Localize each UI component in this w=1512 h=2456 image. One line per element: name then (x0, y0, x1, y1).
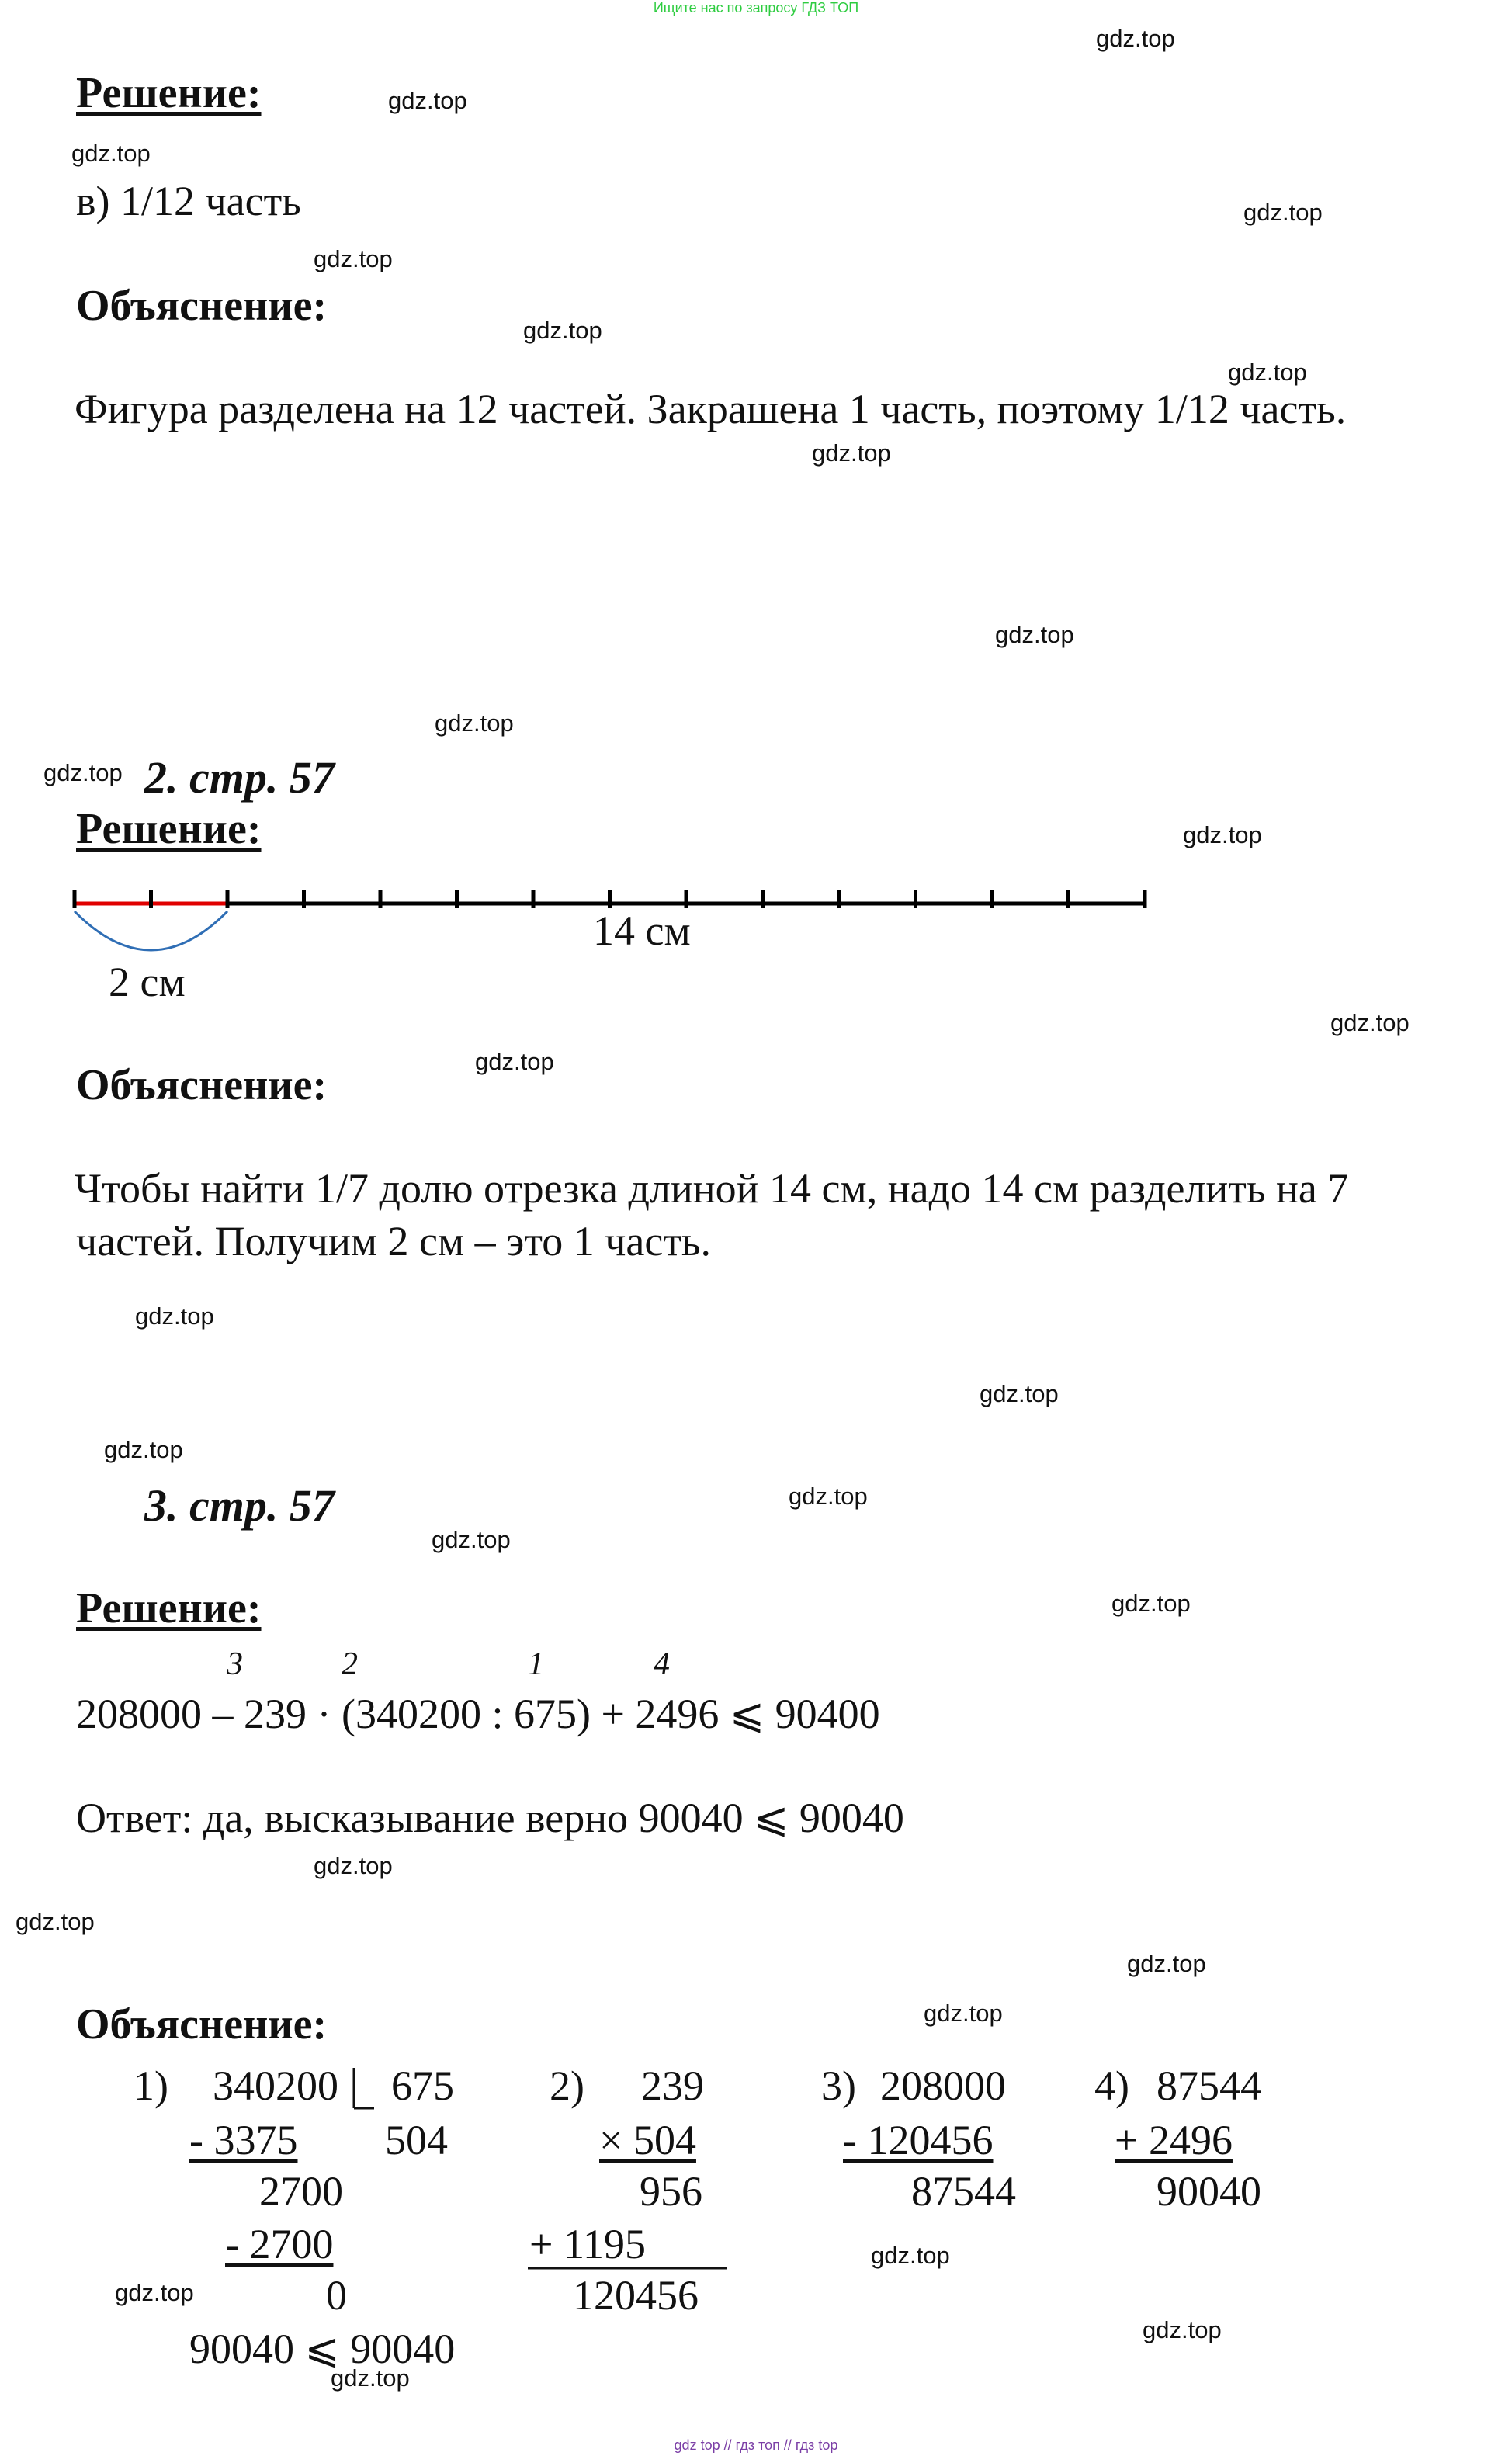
solution-heading: Решение: (76, 805, 262, 853)
watermark: gdz.top (115, 2279, 194, 2306)
watermark: gdz.top (314, 1852, 393, 1879)
partial-product: + 1195 (529, 2221, 646, 2267)
segment-part-label: 2 см (109, 959, 186, 1005)
explanation-text: Фигура разделена на 12 частей. Закрашена 1 часть, поэтому 1/12 часть. (75, 386, 1347, 432)
explanation-heading: Объяснение: (76, 1061, 328, 1109)
watermark: gdz.top (104, 1436, 183, 1463)
header-note: Ищите нас по запросу ГДЗ ТОП (653, 0, 859, 16)
dividend: 340200 (213, 2062, 338, 2109)
part-arc (75, 911, 227, 950)
product-result: 120456 (573, 2272, 699, 2319)
addend: + 2496 (1115, 2117, 1233, 2163)
solution-heading: Решение: (76, 69, 262, 117)
subtrahend: - 2700 (225, 2221, 334, 2267)
watermark: gdz.top (995, 621, 1074, 648)
watermark: gdz.top (924, 2000, 1003, 2027)
watermark: gdz.top (1330, 1009, 1410, 1036)
watermark: gdz.top (135, 1303, 214, 1330)
explanation-heading: Объяснение: (76, 282, 328, 330)
divisor: 675 (391, 2062, 454, 2109)
subtrahend: - 120456 (843, 2117, 994, 2163)
watermark: gdz.top (1243, 199, 1323, 226)
answer-text: в) 1/12 часть (76, 178, 301, 224)
calc-label: 4) (1094, 2062, 1129, 2109)
watermark: gdz.top (980, 1380, 1059, 1407)
watermark: gdz.top (871, 2242, 950, 2269)
solution-heading: Решение: (76, 1584, 262, 1632)
order-number: 3 (227, 1646, 243, 1682)
watermark: gdz.top (789, 1483, 868, 1510)
explanation-heading: Объяснение: (76, 2000, 328, 2048)
subtrahend: - 3375 (189, 2117, 298, 2163)
task-title: 3. стр. 57 (144, 1480, 335, 1531)
sum: 90040 (1157, 2168, 1261, 2215)
minuend: 208000 (880, 2062, 1006, 2109)
explanation-line: частей. Получим 2 см – это 1 часть. (76, 1218, 712, 1264)
calc-label: 3) (821, 2062, 856, 2109)
watermark: gdz.top (1111, 1590, 1191, 1617)
watermark: gdz.top (16, 1908, 95, 1935)
watermark: gdz.top (1143, 2316, 1222, 2343)
multiplier: × 504 (599, 2117, 696, 2163)
watermark: gdz.top (43, 759, 123, 786)
watermark: gdz.top (435, 709, 514, 737)
difference: 87544 (911, 2168, 1016, 2215)
footer-note: gdz top // гдз топ // гдз top (674, 2437, 838, 2453)
comparison-result: 90040 ⩽ 90040 (189, 2326, 456, 2372)
quotient: 504 (385, 2117, 448, 2163)
watermark: gdz.top (1228, 359, 1307, 386)
watermark: gdz.top (1183, 821, 1262, 848)
explanation-line: Чтобы найти 1/7 долю отрезка длиной 14 см, надо 14 см разделить на 7 (75, 1165, 1349, 1212)
calc-label: 1) (134, 2062, 168, 2109)
division-corner (351, 2068, 374, 2114)
expression: 208000 – 239 · (340200 : 675) + 2496 ⩽ 90400 (76, 1691, 880, 1737)
watermark: gdz.top (1127, 1950, 1206, 1977)
watermark: gdz.top (71, 140, 151, 167)
watermark: gdz.top (812, 439, 891, 467)
addend: 87544 (1157, 2062, 1261, 2109)
multiplicand: 239 (641, 2062, 704, 2109)
watermark: gdz.top (1096, 25, 1175, 52)
remainder: 0 (326, 2272, 347, 2319)
watermark: gdz.top (331, 2364, 410, 2392)
watermark: gdz.top (388, 87, 467, 114)
order-number: 2 (342, 1646, 358, 1682)
order-number: 1 (528, 1646, 544, 1682)
task-title: 2. стр. 57 (144, 752, 335, 803)
calc-label: 2) (550, 2062, 584, 2109)
partial-product: 956 (640, 2168, 702, 2215)
segment-total-label: 14 см (593, 907, 691, 954)
watermark: gdz.top (475, 1048, 554, 1075)
answer-text: Ответ: да, высказывание верно 90040 ⩽ 90040 (76, 1795, 904, 1841)
watermark: gdz.top (314, 245, 393, 272)
remainder: 2700 (259, 2168, 343, 2215)
watermark: gdz.top (432, 1526, 511, 1553)
order-number: 4 (654, 1646, 670, 1682)
watermark: gdz.top (523, 317, 602, 344)
product-underline (528, 2265, 730, 2271)
